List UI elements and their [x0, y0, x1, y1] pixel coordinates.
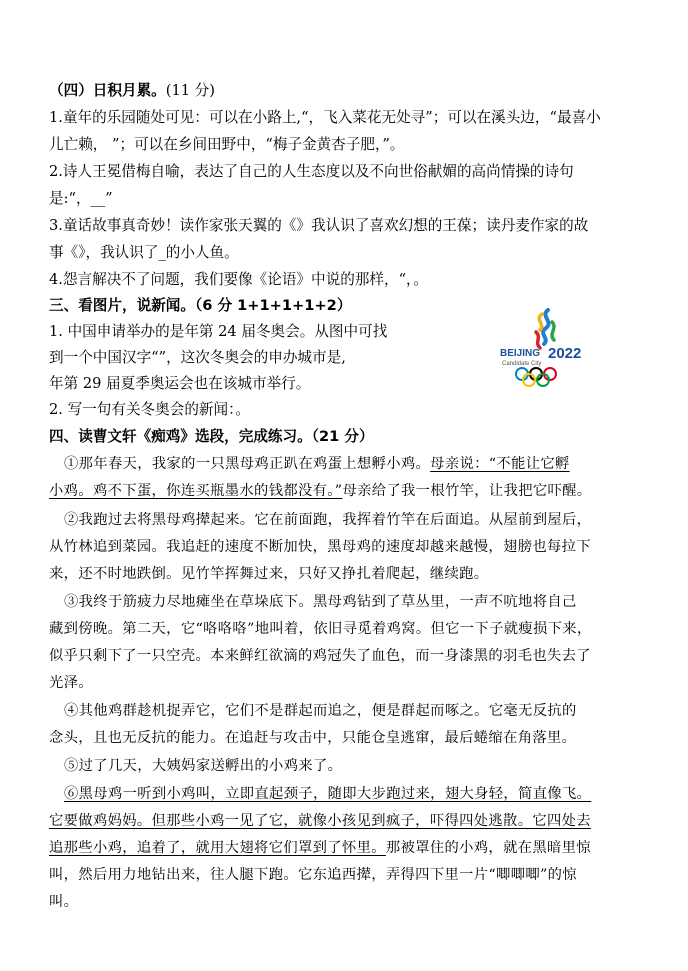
logo-subtitle-text: Candidate City: [502, 361, 542, 367]
para6-text: 那被罩住的小鸡，就在黑暗里惊: [385, 840, 591, 856]
para2-line-1: ②我跑过去将黑母鸡撵起来。它在前面跑，我挥着竹竿在后面追。从屋前到屋后，: [64, 512, 592, 528]
para1-text: ①那年春天，我家的一只黑母鸡正趴在鸡蛋上想孵小鸡。: [64, 456, 431, 472]
para6-line-1: ⑥黑母鸡一听到小鸡叫，立即直起颈子，随即大步跑过来，翅大身轻，简直像飞。: [64, 786, 592, 802]
beijing-2022-logo: [496, 304, 592, 388]
para1-underlined-2: 小鸡。鸡不下蛋，你连买瓶墨水的钱都没有。”: [49, 483, 343, 499]
para6-line-3: [49, 836, 591, 860]
para4-line-2: 念头，且也无反抗的能力。在追赶与攻击中，只能仓皇逃窜，最后蜷缩在角落里。: [49, 730, 577, 746]
para5-line-1: ⑤过了几天，大姨妈家送孵出的小鸡来了。: [64, 758, 343, 774]
part3-title: 三、看图片，说新闻。（6 分 1+1+1+1+2）: [49, 297, 352, 314]
question-4-line-1: 4.怨言解决不了问题，我们要像《论语》中说的那样，“，。: [49, 271, 428, 288]
para3-line-2: 藏到傍晚。第二天，它“咯咯咯”地叫着，依旧寻觅着鸡窝。但它一下子就瘦损下来，: [49, 621, 592, 637]
olympic-rings-icon: [516, 368, 556, 386]
para4-line-1: ④其他鸡群趁机捉弄它，它们不是群起而追之，便是群起而啄之。它毫无反抗的: [64, 703, 577, 719]
para6-underlined: 追那些小鸡，追着了，就用大翅将它们罩到了怀里。: [49, 840, 386, 856]
para2-line-2: 从竹林追到菜园。我追赶的速度不断加快，黑母鸡的速度却越来越慢，翅膀也每拉下: [49, 539, 591, 555]
section4-score: (11 分): [165, 82, 215, 99]
para1-underlined: 母亲说：“不能让它孵: [430, 456, 570, 472]
para1-text-2: 母亲给了我一根竹竿，让我把它吓醒。: [342, 483, 592, 499]
question-3-line-2: 事《》，我认识了_的小人鱼。: [49, 244, 239, 261]
question-1-line-2: 儿亡赖， ”；可以在乡间田野中，“梅子金黄杏子肥，”。: [49, 136, 405, 153]
para3-line-1: ③我终于筋疲力尽地瘫坐在草垛底下。黑母鸡钻到了草丛里，一声不吭地将自己: [64, 594, 577, 610]
question-1-line-1: 1.童年的乐园随处可见：可以在小路上,“，飞入菜花无处寻”；可以在溪头边，“最喜小: [49, 109, 601, 126]
part3-line-1: 1. 中国申请举办的是年第 24 届冬奥会。从图中可找: [49, 323, 388, 340]
section4-heading: [49, 79, 215, 103]
logo-year-text: 2022: [548, 345, 582, 362]
section4-title: （四）日积月累。: [49, 82, 166, 99]
para3-line-4: 光泽。: [49, 675, 93, 691]
logo-emblem-figure: [543, 310, 548, 344]
question-2-line-1: 2.诗人王冕借梅自喻，表达了自己的人生态度以及不向世俗献媚的高尚情操的诗句: [49, 163, 574, 180]
para2-line-3: 来，还不时地跌倒。见竹竿挥舞过来，只好又挣扎着爬起，继续跑。: [49, 566, 489, 582]
part3-line-3: 年第 29 届夏季奥运会也在该城市举行。: [49, 375, 311, 392]
logo-city-text: BEIJING: [500, 348, 541, 359]
para6-line-5: 叫。: [49, 894, 79, 910]
question-2-line-2: 是:“，__”: [49, 190, 113, 207]
para1-line-2: [49, 479, 591, 503]
para1-line-1: [64, 452, 570, 476]
part3-line-2: 到一个中国汉字“”，这次冬奥会的申办城市是,: [49, 349, 346, 366]
part4-title: 四、读曹文轩《痴鸡》选段，完成练习。（21 分）: [49, 428, 374, 445]
question-3-line-1: 3.童话故事真奇妙！读作家张天翼的《》我认识了喜欢幻想的王葆；读丹麦作家的故: [49, 217, 589, 234]
para6-line-4: 叫，然后用力地钻出来，往人腿下跑。它东追西撵，弄得四下里一片“唧唧唧”的惊: [49, 867, 577, 883]
para6-line-2: 它要做鸡妈妈。但那些小鸡一见了它，就像小孩见到疯子，吓得四处逃散。它四处去: [49, 813, 591, 829]
para3-line-3: 似乎只剩下了一只空壳。本来鲜红欲滴的鸡冠失了血色，而一身漆黑的羽毛也失去了: [49, 648, 591, 664]
part3-line-4: 2. 写一句有关冬奥会的新闻：。: [49, 401, 250, 418]
